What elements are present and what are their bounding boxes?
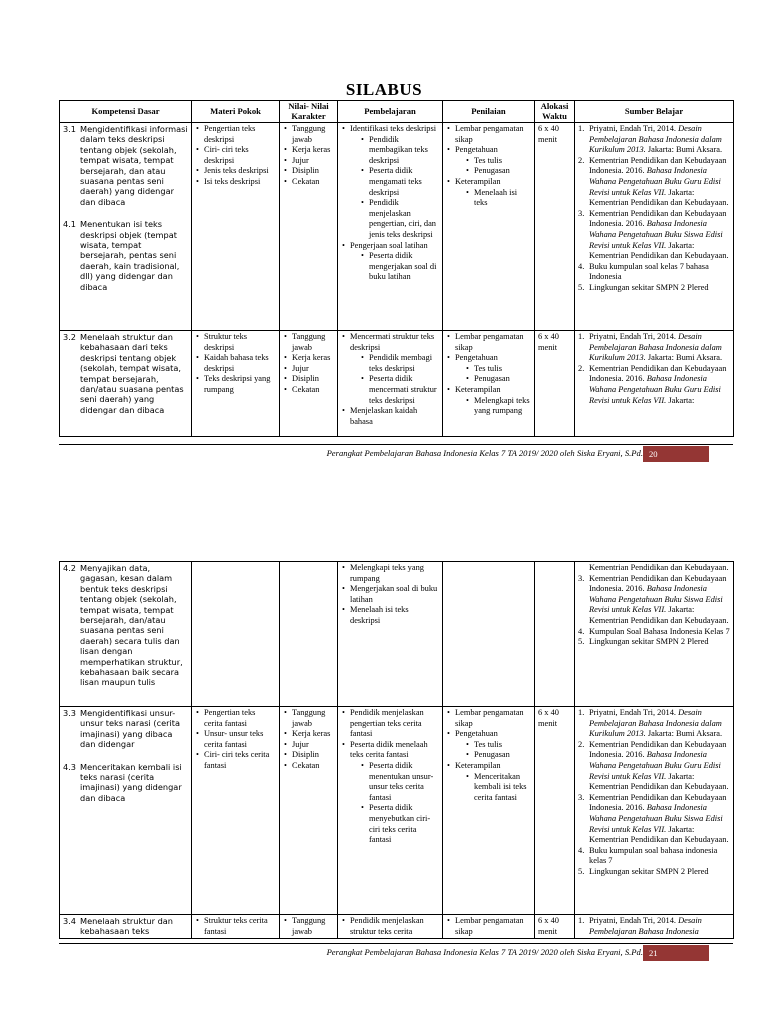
- sumber-number: 4.: [578, 261, 585, 271]
- page-number: 20: [643, 446, 709, 462]
- header-alokasi-waktu: Alokasi Waktu: [535, 101, 575, 123]
- sumber-item: [578, 867, 730, 878]
- penilaian-item: [446, 761, 531, 803]
- penilaian-cell: [443, 123, 535, 331]
- footer-text: Perangkat Pembelajaran Bahasa Indonesia Kelas 7 TA 2019/ 2020 oleh Siska Eryani, S.Pd.: [326, 947, 643, 957]
- pembelajaran-cell: [338, 707, 443, 915]
- pembelajaran-item-text: Menelaah isi teks deskripsi: [350, 605, 409, 625]
- penilaian-sublist: [455, 156, 531, 177]
- penilaian-item-text: Keterampilan: [455, 176, 501, 186]
- kd-text: Mengidentifikasi unsur-unsur teks narasi (cerita imajinasi) yang dibaca dan didengar: [80, 708, 180, 750]
- table-row: [60, 331, 734, 437]
- kd-text: Menyajikan data, gagasan, kesan dalam bentuk teks deskripsi tentang objek (sekolah, tempat wisata, tempat bersejarah, dan/atau suasana pentas seni daerah) secara tulis dan lisan dengan memperhatikan struktur, kebahasaan baik secara lisan maupun tulis: [80, 563, 183, 688]
- sumber-text: Jakarta:: [666, 395, 695, 405]
- materi-cell: [192, 331, 280, 437]
- materi-cell: [192, 562, 280, 707]
- table-row: [60, 915, 734, 939]
- pembelajaran-subitem: • Peserta didik mencermati struktur teks deskripsi: [360, 374, 439, 406]
- penilaian-item: [446, 729, 531, 761]
- kd-item: [63, 563, 188, 688]
- materi-item: • Ciri- ciri teks deskripsi: [195, 145, 276, 166]
- sumber-cell: [575, 123, 734, 331]
- sumber-number: 1.: [578, 916, 585, 925]
- nilai-item: • Kerja keras: [283, 353, 334, 364]
- sumber-text: Priyatni, Endah Tri, 2014.: [589, 708, 679, 717]
- alokasi-cell: 6 x 40 menit: [535, 123, 575, 331]
- sumber-title: Bahasa Indonesia Wahana Pengetahuan Buku Guru Edisi Revisi untuk Kelas VII.: [589, 750, 721, 781]
- penilaian-item-text: Keterampilan: [455, 384, 501, 394]
- kd-number: 3.4: [63, 916, 77, 926]
- sumber-item: [578, 332, 730, 364]
- kd-number: 3.3: [63, 708, 77, 718]
- sumber-text: Jakarta: Kementrian Pendidikan dan Kebudayaan.: [589, 240, 729, 261]
- nilai-item: • Cekatan: [283, 177, 334, 188]
- sumber-list: [578, 332, 730, 406]
- sumber-text: Jakarta: Kementrian Pendidikan dan Kebudayaan.: [589, 824, 729, 845]
- sumber-text: Jakarta: Bumi Aksara.: [645, 145, 723, 155]
- penilaian-sublist: [455, 740, 531, 761]
- penilaian-item: [446, 385, 531, 417]
- sumber-number: 5.: [578, 282, 585, 292]
- penilaian-sublist: [455, 772, 531, 804]
- nilai-cell: [280, 123, 338, 331]
- penilaian-cell: [443, 331, 535, 437]
- pembelajaran-item-text: Pendidik menjelaskan pengertian teks cerita fantasi: [350, 708, 424, 739]
- kd-number: 4.3: [63, 761, 77, 772]
- pembelajaran-cell: [338, 915, 443, 939]
- sumber-number: 5.: [578, 637, 585, 647]
- kd-item: [63, 219, 188, 292]
- penilaian-item: [446, 353, 531, 385]
- sumber-cell: [575, 562, 734, 707]
- header-nilai-karakter: Nilai- Nilai Karakter: [280, 101, 338, 123]
- penilaian-cell: [443, 562, 535, 707]
- kd-item: [63, 124, 188, 207]
- sumber-list: [578, 574, 730, 648]
- kd-number: 3.2: [63, 332, 77, 342]
- kd-cell: [60, 331, 192, 437]
- sumber-item: [578, 574, 730, 627]
- sumber-text: Jakarta: Kementrian Pendidikan dan Kebudayaan.: [589, 605, 729, 625]
- penilaian-item-text: Lembar pengamatan sikap: [455, 124, 524, 144]
- nilai-item: • Kerja keras: [283, 729, 334, 740]
- penilaian-item-text: Pengetahuan: [455, 145, 498, 155]
- sumber-number: 1.: [578, 708, 585, 717]
- penilaian-item-text: Pengetahuan: [455, 353, 498, 363]
- penilaian-cell: [443, 707, 535, 915]
- penilaian-item: [446, 124, 531, 145]
- syllabus-table-page-2: [59, 561, 734, 939]
- kd-text: Menelaah struktur dan kebahasaan dari teks deskripsi tentang objek (sekolah, tempat wisata, tempat bersejarah, dan/atau suasana pentas seni daerah) yang didengar dan dibaca: [80, 332, 184, 415]
- materi-item: • Unsur- unsur teks cerita fantasi: [195, 729, 276, 750]
- kd-item: [63, 916, 188, 937]
- pembelajaran-item: [341, 563, 439, 584]
- pembelajaran-item-text: Pengerjaan soal latihan: [350, 240, 428, 250]
- sumber-item: [578, 846, 730, 867]
- sumber-number: 1.: [578, 332, 585, 341]
- pembelajaran-list: [341, 124, 439, 283]
- alokasi-cell: [535, 562, 575, 707]
- materi-cell: [192, 123, 280, 331]
- sumber-title: Bahasa Indonesia Wahana Pengetahuan Buku Guru Edisi Revisi untuk Kelas VII.: [589, 374, 721, 405]
- sumber-number: 5.: [578, 866, 585, 876]
- kd-item: [63, 708, 188, 750]
- pembelajaran-subitem: • Peserta didik menentukan unsur- unsur teks cerita fantasi: [360, 761, 439, 803]
- nilai-cell: [280, 331, 338, 437]
- pembelajaran-item-text: Pendidik menjelaskan struktur teks cerita: [350, 916, 424, 936]
- sumber-number: 2.: [578, 155, 585, 165]
- penilaian-list: [446, 124, 531, 209]
- penilaian-item: [446, 332, 531, 353]
- kd-item: [63, 332, 188, 415]
- sumber-text: Priyatni, Endah Tri, 2014.: [589, 916, 679, 925]
- sumber-text: Jakarta: Kementrian Pendidikan dan Kebudayaan.: [589, 187, 729, 208]
- pembelajaran-item: [341, 241, 439, 283]
- sumber-item: [578, 740, 730, 793]
- pembelajaran-item-text: Mengerjakan soal di buku latihan: [350, 584, 438, 604]
- materi-list: [195, 916, 276, 937]
- sumber-continuation: Kementrian Pendidikan dan Kebudayaan.: [589, 563, 729, 572]
- pembelajaran-item-text: Peserta didik menelaah teks cerita fantasi: [350, 739, 428, 760]
- pembelajaran-item: [341, 708, 439, 740]
- penilaian-sublist: [455, 188, 531, 209]
- sumber-cell: [575, 707, 734, 915]
- pembelajaran-cell: [338, 123, 443, 331]
- materi-cell: [192, 915, 280, 939]
- sumber-title: Bahasa Indonesia Wahana Pengetahuan Buku Guru Edisi Revisi untuk Kelas VII.: [589, 166, 721, 197]
- pembelajaran-item-text: Menjelaskan kaidah bahasa: [350, 406, 418, 426]
- sumber-text: Lingkungan sekitar SMPN 2 Plered: [589, 637, 709, 647]
- sumber-title: Bahasa Indonesia Wahana Pengetahuan Buku Siswa Edisi Revisi untuk Kelas VII.: [589, 803, 723, 834]
- penilaian-item: [446, 916, 531, 937]
- penilaian-list: [446, 916, 531, 937]
- penilaian-item-text: Lembar pengamatan sikap: [455, 916, 524, 936]
- penilaian-subitem: • Tes tulis: [465, 156, 531, 167]
- kd-text: Menentukan isi teks deskripsi objek (tempat wisata, tempat bersejarah, pentas seni daerah, kain tradisional, dll) yang didengar dan dibaca: [80, 219, 180, 292]
- materi-item: • Teks deskripsi yang rumpang: [195, 374, 276, 395]
- kd-number: 3.1: [63, 124, 77, 134]
- sumber-text: Kementrian Pendidikan dan Kebudayaan Indonesia. 2016.: [589, 792, 727, 813]
- alokasi-cell: 6 x 40 menit: [535, 331, 575, 437]
- penilaian-subitem: • Menelaah isi teks: [465, 188, 531, 209]
- materi-cell: [192, 707, 280, 915]
- pembelajaran-item: [341, 916, 439, 937]
- kd-text: Menelaah struktur dan kebahasaan teks: [80, 916, 173, 937]
- sumber-number: 1.: [578, 124, 585, 133]
- penilaian-subitem: • Penugasan: [465, 166, 531, 177]
- table-row: [60, 707, 734, 915]
- penilaian-subitem: • Penugasan: [465, 374, 531, 385]
- sumber-text: Priyatni, Endah Tri, 2014.: [589, 124, 679, 133]
- nilai-cell: [280, 562, 338, 707]
- pembelajaran-list: [341, 708, 439, 846]
- sumber-item: [578, 283, 730, 294]
- nilai-item: • Disiplin: [283, 374, 334, 385]
- pembelajaran-subitem: • Pendidik membagi teks deskripsi: [360, 353, 439, 374]
- sumber-list: [578, 124, 730, 294]
- pembelajaran-list: [341, 332, 439, 427]
- pembelajaran-item: [341, 605, 439, 626]
- pembelajaran-subitem: • Pendidik membagikan teks deskripsi: [360, 135, 439, 167]
- header-sumber-belajar: Sumber Belajar: [575, 101, 734, 123]
- penilaian-subitem: • Tes tulis: [465, 740, 531, 751]
- sumber-title: Desain Pembelajaran Bahasa Indonesia dalam Kurikulum 2013.: [589, 332, 722, 363]
- nilai-cell: [280, 707, 338, 915]
- pembelajaran-sublist: [350, 135, 439, 241]
- sumber-number: 3.: [578, 573, 585, 583]
- nilai-item: • Disiplin: [283, 166, 334, 177]
- materi-item: • Struktur teks deskripsi: [195, 332, 276, 353]
- penilaian-item-text: Lembar pengamatan sikap: [455, 708, 524, 728]
- pembelajaran-item: [341, 124, 439, 241]
- sumber-item: [578, 793, 730, 846]
- pembelajaran-item: [341, 332, 439, 406]
- sumber-item: [578, 262, 730, 283]
- sumber-text: Lingkungan sekitar SMPN 2 Plered: [589, 282, 709, 292]
- page-number: 21: [643, 945, 709, 961]
- footer-text: Perangkat Pembelajaran Bahasa Indonesia Kelas 7 TA 2019/ 2020 oleh Siska Eryani, S.Pd.: [326, 448, 643, 458]
- page-title: SILABUS: [345, 80, 423, 99]
- page-footer: [59, 943, 733, 960]
- pembelajaran-item: [341, 406, 439, 427]
- sumber-item: [578, 209, 730, 262]
- alokasi-cell: 6 x 40 menit: [535, 915, 575, 939]
- sumber-number: 2.: [578, 739, 585, 749]
- penilaian-sublist: [455, 364, 531, 385]
- kd-item: [63, 762, 188, 804]
- sumber-item: [578, 708, 730, 740]
- sumber-item: [578, 124, 730, 156]
- penilaian-subitem: • Tes tulis: [465, 364, 531, 375]
- header-kompetensi-dasar: Kompetensi Dasar: [60, 101, 192, 123]
- kd-text: Menceritakan kembali isi teks narasi (cerita imajinasi) yang didengar dan dibaca: [80, 761, 182, 803]
- materi-item: • Kaidah bahasa teks deskripsi: [195, 353, 276, 374]
- sumber-text: Kementrian Pendidikan dan Kebudayaan Indonesia. 2016.: [589, 363, 727, 384]
- pembelajaran-list: [341, 563, 439, 627]
- kd-cell: [60, 123, 192, 331]
- nilai-list: [283, 708, 334, 772]
- sumber-text: Kementrian Pendidikan dan Kebudayaan Indonesia. 2016.: [589, 155, 727, 176]
- nilai-item: • Jujur: [283, 156, 334, 167]
- sumber-title: Desain Pembelajaran Bahasa Indonesia dalam Kurikulum 2013.: [589, 124, 722, 155]
- penilaian-item: [446, 145, 531, 177]
- penilaian-subitem: • Menceritakan kembali isi teks cerita fantasi: [465, 772, 531, 804]
- sumber-item: [578, 637, 730, 648]
- nilai-item: • Cekatan: [283, 385, 334, 396]
- nilai-list: [283, 124, 334, 188]
- kd-number: 4.2: [63, 563, 77, 573]
- nilai-item: • Tanggung jawab: [283, 916, 334, 937]
- pembelajaran-cell: [338, 562, 443, 707]
- materi-item: • Isi teks deskripsi: [195, 177, 276, 188]
- sumber-text: Kementrian Pendidikan dan Kebudayaan Indonesia. 2016.: [589, 739, 727, 760]
- sumber-text: Jakarta: Kementrian Pendidikan dan Kebudayaan.: [589, 771, 729, 792]
- pembelajaran-item-text: Melengkapi teks yang rumpang: [350, 563, 424, 583]
- penilaian-subitem: • Penugasan: [465, 750, 531, 761]
- materi-list: [195, 708, 276, 772]
- sumber-title: Bahasa Indonesia Wahana Pengetahuan Buku Siswa Edisi Revisi untuk Kelas VII.: [589, 219, 723, 250]
- pembelajaran-subitem: • Peserta didik menyebutkan ciri- ciri teks cerita fantasi: [360, 803, 439, 845]
- pembelajaran-sublist: [350, 251, 439, 283]
- kd-cell: [60, 707, 192, 915]
- sumber-number: 4.: [578, 626, 585, 636]
- materi-item: • Jenis teks deskripsi: [195, 166, 276, 177]
- alokasi-cell: 6 x 40 menit: [535, 707, 575, 915]
- sumber-list: [578, 708, 730, 878]
- nilai-item: • Disiplin: [283, 750, 334, 761]
- sumber-text: Jakarta: Bumi Aksara.: [645, 353, 723, 363]
- penilaian-subitem: • Melengkapi teks yang rumpang: [465, 396, 531, 417]
- pembelajaran-cell: [338, 331, 443, 437]
- nilai-item: • Tanggung jawab: [283, 124, 334, 145]
- nilai-item: • Jujur: [283, 740, 334, 751]
- sumber-item: [578, 627, 730, 638]
- penilaian-cell: [443, 915, 535, 939]
- sumber-number: 2.: [578, 363, 585, 373]
- sumber-number: 3.: [578, 792, 585, 802]
- pembelajaran-subitem: • Peserta didik mengamati teks deskripsi: [360, 166, 439, 198]
- nilai-cell: [280, 915, 338, 939]
- sumber-item: [578, 916, 730, 937]
- penilaian-item: [446, 708, 531, 729]
- sumber-text: Lingkungan sekitar SMPN 2 Plered: [589, 866, 709, 876]
- penilaian-item-text: Pengetahuan: [455, 729, 498, 739]
- nilai-list: [283, 916, 334, 937]
- sumber-text: Kementrian Pendidikan dan Kebudayaan Indonesia. 2016.: [589, 208, 727, 229]
- pembelajaran-subitem: • Peserta didik mengerjakan soal di buku latihan: [360, 251, 439, 283]
- sumber-text: Priyatni, Endah Tri, 2014.: [589, 332, 679, 341]
- pembelajaran-item: [341, 584, 439, 605]
- sumber-number: 3.: [578, 208, 585, 218]
- penilaian-item-text: Lembar pengamatan sikap: [455, 332, 524, 352]
- sumber-item: [578, 156, 730, 209]
- nilai-item: • Kerja keras: [283, 145, 334, 156]
- pembelajaran-subitem: • Pendidik menjelaskan pengertian, ciri, dan jenis teks deskripsi: [360, 198, 439, 240]
- pembelajaran-item-text: Mencermati struktur teks deskripsi: [350, 332, 435, 352]
- page-footer: [59, 444, 733, 461]
- pembelajaran-list: [341, 916, 439, 937]
- sumber-list: [578, 916, 730, 937]
- sumber-text: Kumpulan Soal Bahasa Indonesia Kelas 7: [589, 626, 730, 636]
- materi-item: • Pengertian teks deskripsi: [195, 124, 276, 145]
- nilai-item: • Jujur: [283, 364, 334, 375]
- pembelajaran-sublist: [350, 353, 439, 406]
- penilaian-list: [446, 332, 531, 417]
- sumber-cell: [575, 915, 734, 939]
- kd-text: Mengidentifikasi informasi dalam teks deskripsi tentang objek (sekolah, tempat wisata, tempat bersejarah, dan atau suasana pentas seni daerah) yang didengar dan dibaca: [80, 124, 188, 207]
- materi-list: [195, 124, 276, 188]
- sumber-text: Kementrian Pendidikan dan Kebudayaan Indonesia. 2016.: [589, 573, 727, 594]
- table-row: [60, 123, 734, 331]
- pembelajaran-item: [341, 740, 439, 846]
- kd-number: 4.1: [63, 219, 77, 230]
- penilaian-sublist: [455, 396, 531, 417]
- sumber-item: [578, 364, 730, 406]
- sumber-cell: [575, 331, 734, 437]
- sumber-text: Buku kumpulan soal bahasa indonesia kelas 7: [589, 845, 718, 866]
- table-row: [60, 562, 734, 707]
- sumber-text: Jakarta: Bumi Aksara.: [645, 729, 723, 739]
- nilai-list: [283, 332, 334, 396]
- pembelajaran-item-text: Identifikasi teks deskripsi: [350, 124, 437, 133]
- header-penilaian: Penilaian: [443, 101, 535, 123]
- materi-list: [195, 332, 276, 396]
- kd-cell: [60, 562, 192, 707]
- nilai-item: • Tanggung jawab: [283, 332, 334, 353]
- pembelajaran-sublist: [350, 761, 439, 846]
- penilaian-item: [446, 177, 531, 209]
- penilaian-list: [446, 708, 531, 803]
- header-materi-pokok: Materi Pokok: [192, 101, 280, 123]
- kd-cell: [60, 915, 192, 939]
- penilaian-item-text: Keterampilan: [455, 760, 501, 770]
- nilai-item: • Cekatan: [283, 761, 334, 772]
- header-pembelajaran: Pembelajaran: [338, 101, 443, 123]
- sumber-title: Desain Pembelajaran Bahasa Indonesia dalam Kurikulum 2013.: [589, 708, 722, 739]
- sumber-title: Desain Pembelajaran Bahasa Indonesia: [589, 916, 702, 936]
- syllabus-table-page-1: [59, 100, 734, 437]
- materi-item: • Struktur teks cerita fantasi: [195, 916, 276, 937]
- materi-item: • Ciri- ciri teks cerita fantasi: [195, 750, 276, 771]
- materi-item: • Pengertian teks cerita fantasi: [195, 708, 276, 729]
- sumber-text: Buku kumpulan soal kelas 7 bahasa Indonesia: [589, 261, 709, 282]
- sumber-number: 4.: [578, 845, 585, 855]
- nilai-item: • Tanggung jawab: [283, 708, 334, 729]
- sumber-title: Bahasa Indonesia Wahana Pengetahuan Buku Siswa Edisi Revisi untuk Kelas VII.: [589, 584, 723, 615]
